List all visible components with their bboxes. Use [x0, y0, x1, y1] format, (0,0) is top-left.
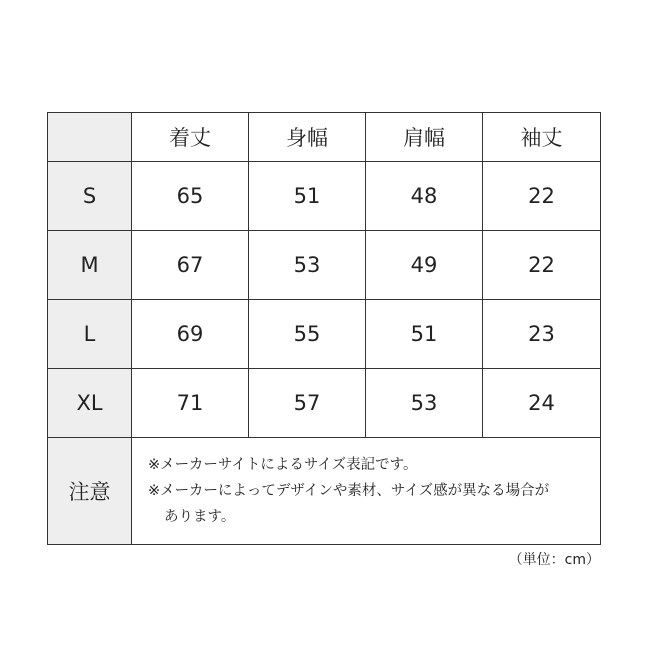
- value-cell: 57: [249, 369, 366, 438]
- unit-label: （単位：cm）: [508, 552, 600, 568]
- size-chart-table: [47, 112, 601, 545]
- value-cell: 22: [483, 231, 601, 300]
- size-label: M: [48, 231, 132, 300]
- note-line: ※メーカーによってデザインや素材、サイズ感が異なる場合が: [148, 483, 550, 499]
- size-row-s: [48, 162, 601, 231]
- size-row-l: [48, 300, 601, 369]
- header-sleeve-length: 袖丈: [483, 113, 601, 162]
- size-label: XL: [48, 369, 132, 438]
- value-cell: 22: [483, 162, 601, 231]
- note-line: ※メーカーサイトによるサイズ表記です。: [148, 457, 418, 473]
- value-cell: 51: [366, 300, 483, 369]
- value-cell: 51: [249, 162, 366, 231]
- notes-label: 注意: [48, 438, 132, 545]
- value-cell: 48: [366, 162, 483, 231]
- size-label: L: [48, 300, 132, 369]
- value-cell: 23: [483, 300, 601, 369]
- corner-cell: [48, 113, 132, 162]
- header-shoulder-width: 肩幅: [366, 113, 483, 162]
- size-row-m: [48, 231, 601, 300]
- header-chest-width: 身幅: [249, 113, 366, 162]
- value-cell: 71: [132, 369, 249, 438]
- value-cell: 67: [132, 231, 249, 300]
- notes-row: [48, 438, 601, 545]
- size-row-xl: [48, 369, 601, 438]
- value-cell: 65: [132, 162, 249, 231]
- note-line: あります。: [164, 509, 236, 525]
- size-label: S: [48, 162, 132, 231]
- value-cell: 55: [249, 300, 366, 369]
- value-cell: 53: [249, 231, 366, 300]
- value-cell: 49: [366, 231, 483, 300]
- value-cell: 53: [366, 369, 483, 438]
- notes-text: [132, 438, 601, 545]
- value-cell: 24: [483, 369, 601, 438]
- header-row: [48, 113, 601, 162]
- header-length: 着丈: [132, 113, 249, 162]
- value-cell: 69: [132, 300, 249, 369]
